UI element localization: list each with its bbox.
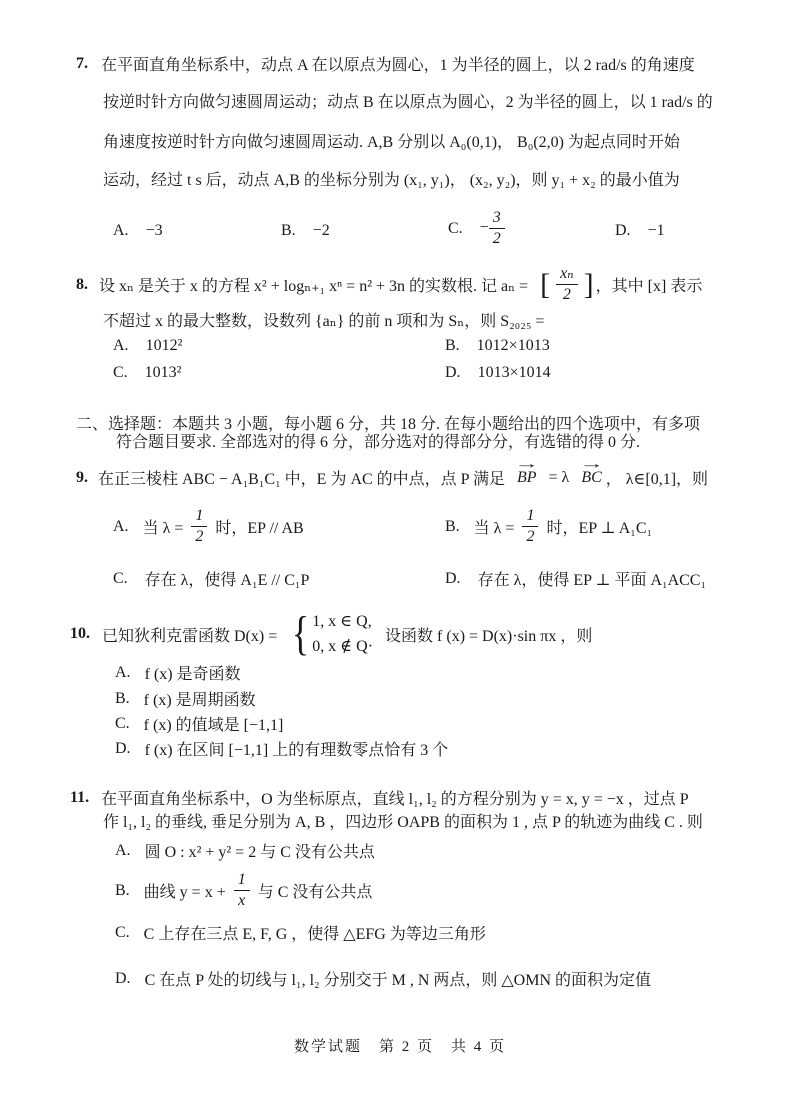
page-footer: 数学试题 第 2 页 共 4 页 (293, 1039, 506, 1055)
q11-option-c-label: C. (115, 923, 130, 941)
q10-option-a-label: A. (115, 663, 131, 681)
q10-option-a (115, 661, 241, 684)
q8-line-1-text-a: 设 xₙ 是关于 x 的方程 x² + logₙ₊₁ xⁿ = n² + 3n 的实数根. 记 aₙ = (99, 278, 529, 295)
q10-stem-text-b: 设函数 f (x) = D(x)·sin πx ，则 (385, 627, 593, 645)
q7-line-1 (76, 52, 695, 75)
q10-stem-text-a: 已知狄利克雷函数 D(x) = (102, 627, 278, 645)
q10-cases (312, 609, 373, 659)
q11-option-c-value: C 上存在三点 E, F, G ，使得 △EFG 为等边三角形 (143, 926, 486, 943)
q10-option-d-label: D. (115, 739, 131, 757)
q8-line-1 (76, 266, 702, 303)
q7-line-4: 运动，经过 t s 后，动点 A,B 的坐标分别为 (x₁, y₁)， (x₂, y₂)，则 y₁ + x₂ 的最小值为 (103, 172, 680, 189)
q7-option-c-label: C. (448, 219, 463, 237)
q8-option-d (445, 364, 551, 382)
q8-line-2: 不超过 x 的最大整数，设数列 {aₙ} 的前 n 项和为 Sₙ，则 S₂₀₂₅ = (103, 313, 545, 330)
q11-option-a (115, 839, 375, 862)
q7-option-c (448, 210, 505, 247)
q7-option-d (615, 222, 665, 240)
q10-number: 10. (70, 625, 90, 642)
q7-number: 7. (76, 54, 88, 72)
q11-option-d-value: C 在点 P 处的切线与 l₁, l₂ 分别交于 M , N 两点，则 △OMN 的面积为定值 (144, 972, 652, 989)
q9-option-b-post: 时，EP ⊥ A₁C₁ (546, 520, 653, 537)
q9-option-d (445, 567, 706, 590)
q9-option-a (113, 508, 304, 545)
q7-line-2: 按逆时针方向做匀速圆周运动；动点 B 在以原点为圆心，2 为半径的圆上，以 1 rad/s 的 (103, 94, 713, 111)
q9-stem-text-b: = λ (548, 468, 570, 486)
section2-header-line-1 (76, 411, 700, 434)
q7-option-a-label: A. (113, 222, 129, 239)
q11-number: 11. (70, 788, 90, 806)
q8-line-1-text-b: ，其中 [x] 表示 (595, 278, 703, 295)
q8-option-a-value: 1012² (145, 337, 183, 354)
q10-option-b (115, 687, 256, 710)
q7-option-d-label: D. (615, 222, 631, 239)
section2-marker: 二、 (76, 416, 109, 433)
q11-line-1 (70, 786, 689, 809)
left-brace: { (292, 607, 310, 660)
q9-option-a-label: A. (113, 517, 129, 535)
q11-option-a-value: 圆 O : x² + y² = 2 与 C 没有公共点 (144, 844, 375, 861)
q9-option-a-post: 时，EP // AB (215, 520, 304, 537)
q10-piecewise (289, 609, 373, 659)
q8-option-b (445, 337, 550, 355)
q9-option-b-label: B. (445, 517, 460, 535)
q9-option-b-fraction: $\frac{1}{2}$ (522, 508, 538, 545)
q8-left-bracket: [ (540, 267, 551, 301)
q8-right-bracket: ] (583, 267, 594, 301)
q9-option-c (113, 567, 309, 590)
q9-option-a-pre: 当 λ = (142, 520, 184, 537)
q7-option-a-value: −3 (145, 222, 163, 239)
q11-option-b (115, 872, 372, 909)
q11-option-a-label: A. (115, 841, 131, 859)
q11-option-d-label: D. (115, 969, 131, 987)
q11-option-b-fraction: $\frac{1}{x}$ (234, 872, 250, 909)
q11-option-b-post: 与 C 没有公共点 (257, 884, 373, 901)
q10-option-d (115, 737, 448, 760)
q10-case-1: 1, x ∈ Q, (312, 613, 372, 630)
q7-line-1-text: 在平面直角坐标系中，动点 A 在以原点为圆心，1 为半径的圆上，以 2 rad/s 的角速度 (101, 57, 695, 74)
q11-line-2: 作 l₁, l₂ 的垂线, 垂足分别为 A, B ，四边形 OAPB 的面积为 1 , 点 P 的轨迹为曲线 C . 则 (103, 814, 703, 831)
q7-option-b (281, 222, 330, 240)
q7-option-b-label: B. (281, 222, 296, 239)
q7-option-c-value (480, 210, 505, 247)
q8-number: 8. (76, 275, 88, 293)
q9-option-b-pre: 当 λ = (473, 520, 515, 537)
q8-option-b-label: B. (445, 337, 460, 354)
q11-option-d (115, 967, 651, 990)
q9-option-a-fraction: $\frac{1}{2}$ (191, 508, 207, 545)
q9-option-c-label: C. (113, 569, 128, 587)
q8-option-a (113, 337, 182, 355)
q10-case-2: 0, x ∉ Q· (312, 638, 374, 655)
q8-option-d-label: D. (445, 364, 461, 381)
q8-option-c (113, 364, 181, 382)
q11-option-b-pre: 曲线 y = x + (143, 884, 226, 901)
q9-option-d-label: D. (445, 569, 461, 587)
q10-option-b-label: B. (115, 689, 130, 707)
q10-option-a-value: f (x) 是奇函数 (144, 666, 241, 683)
q11-option-c (115, 921, 486, 944)
q8-option-c-value: 1013² (144, 364, 182, 381)
q10-option-c (115, 712, 283, 735)
q9-number: 9. (76, 468, 88, 486)
q7-option-c-sign: − (479, 219, 489, 237)
q10-option-b-value: f (x) 是周期函数 (143, 692, 256, 709)
q8-option-c-label: C. (113, 364, 128, 381)
q10-option-c-value: f (x) 的值域是 [−1,1] (143, 717, 284, 734)
q9-option-c-value: 存在 λ，使得 A₁E // C₁P (144, 572, 310, 589)
q7-option-b-value: −2 (312, 222, 330, 239)
q9-stem (76, 466, 708, 489)
q9-option-d-value: 存在 λ，使得 EP ⊥ 平面 A₁ACC₁ (477, 572, 707, 589)
q7-option-d-value: −1 (647, 222, 665, 239)
q11-line-1-text: 在平面直角坐标系中，O 为坐标原点，直线 l₁, l₂ 的方程分别为 y = x, y = −x ，过点 P (101, 791, 689, 808)
q9-stem-text-a: 在正三棱柱 ABC − A₁B₁C₁ 中，E 为 AC 的中点，点 P 满足 (98, 471, 505, 488)
section2-header-line-2: 符合题目要求. 全部选对的得 6 分，部分选对的得部分分，有选错的得 0 分. (116, 434, 641, 451)
q8-option-a-label: A. (113, 337, 129, 354)
q8-option-b-value: 1012×1013 (476, 337, 550, 354)
q10-option-c-label: C. (115, 714, 130, 732)
q9-stem-text-c: ， λ∈[0,1]，则 (605, 471, 709, 488)
q9-vector-BP: → BP (517, 469, 537, 487)
q8-option-d-value: 1013×1014 (477, 364, 551, 381)
section2-line-1-text: 选择题：本题共 3 小题，每小题 6 分，共 18 分. 在每小题给出的四个选项中，有多项 (108, 416, 701, 433)
q9-vector-BC: → BC (581, 469, 601, 487)
q11-option-b-label: B. (115, 881, 130, 899)
q8-fraction: $\frac{\text{xₙ}}{2}$ (556, 266, 578, 303)
q9-option-b (445, 508, 652, 545)
q10-stem (70, 609, 592, 659)
q7-line-3: 角速度按逆时针方向做匀速圆周运动. A,B 分别以 A₀(0,1)， B₀(2,0) 为起点同时开始 (103, 134, 680, 151)
q7-option-a (113, 222, 163, 240)
q10-option-d-value: f (x) 在区间 [−1,1] 上的有理数零点恰有 3 个 (144, 742, 449, 759)
q7-option-c-fraction: $\frac{3}{2}$ (489, 210, 505, 247)
